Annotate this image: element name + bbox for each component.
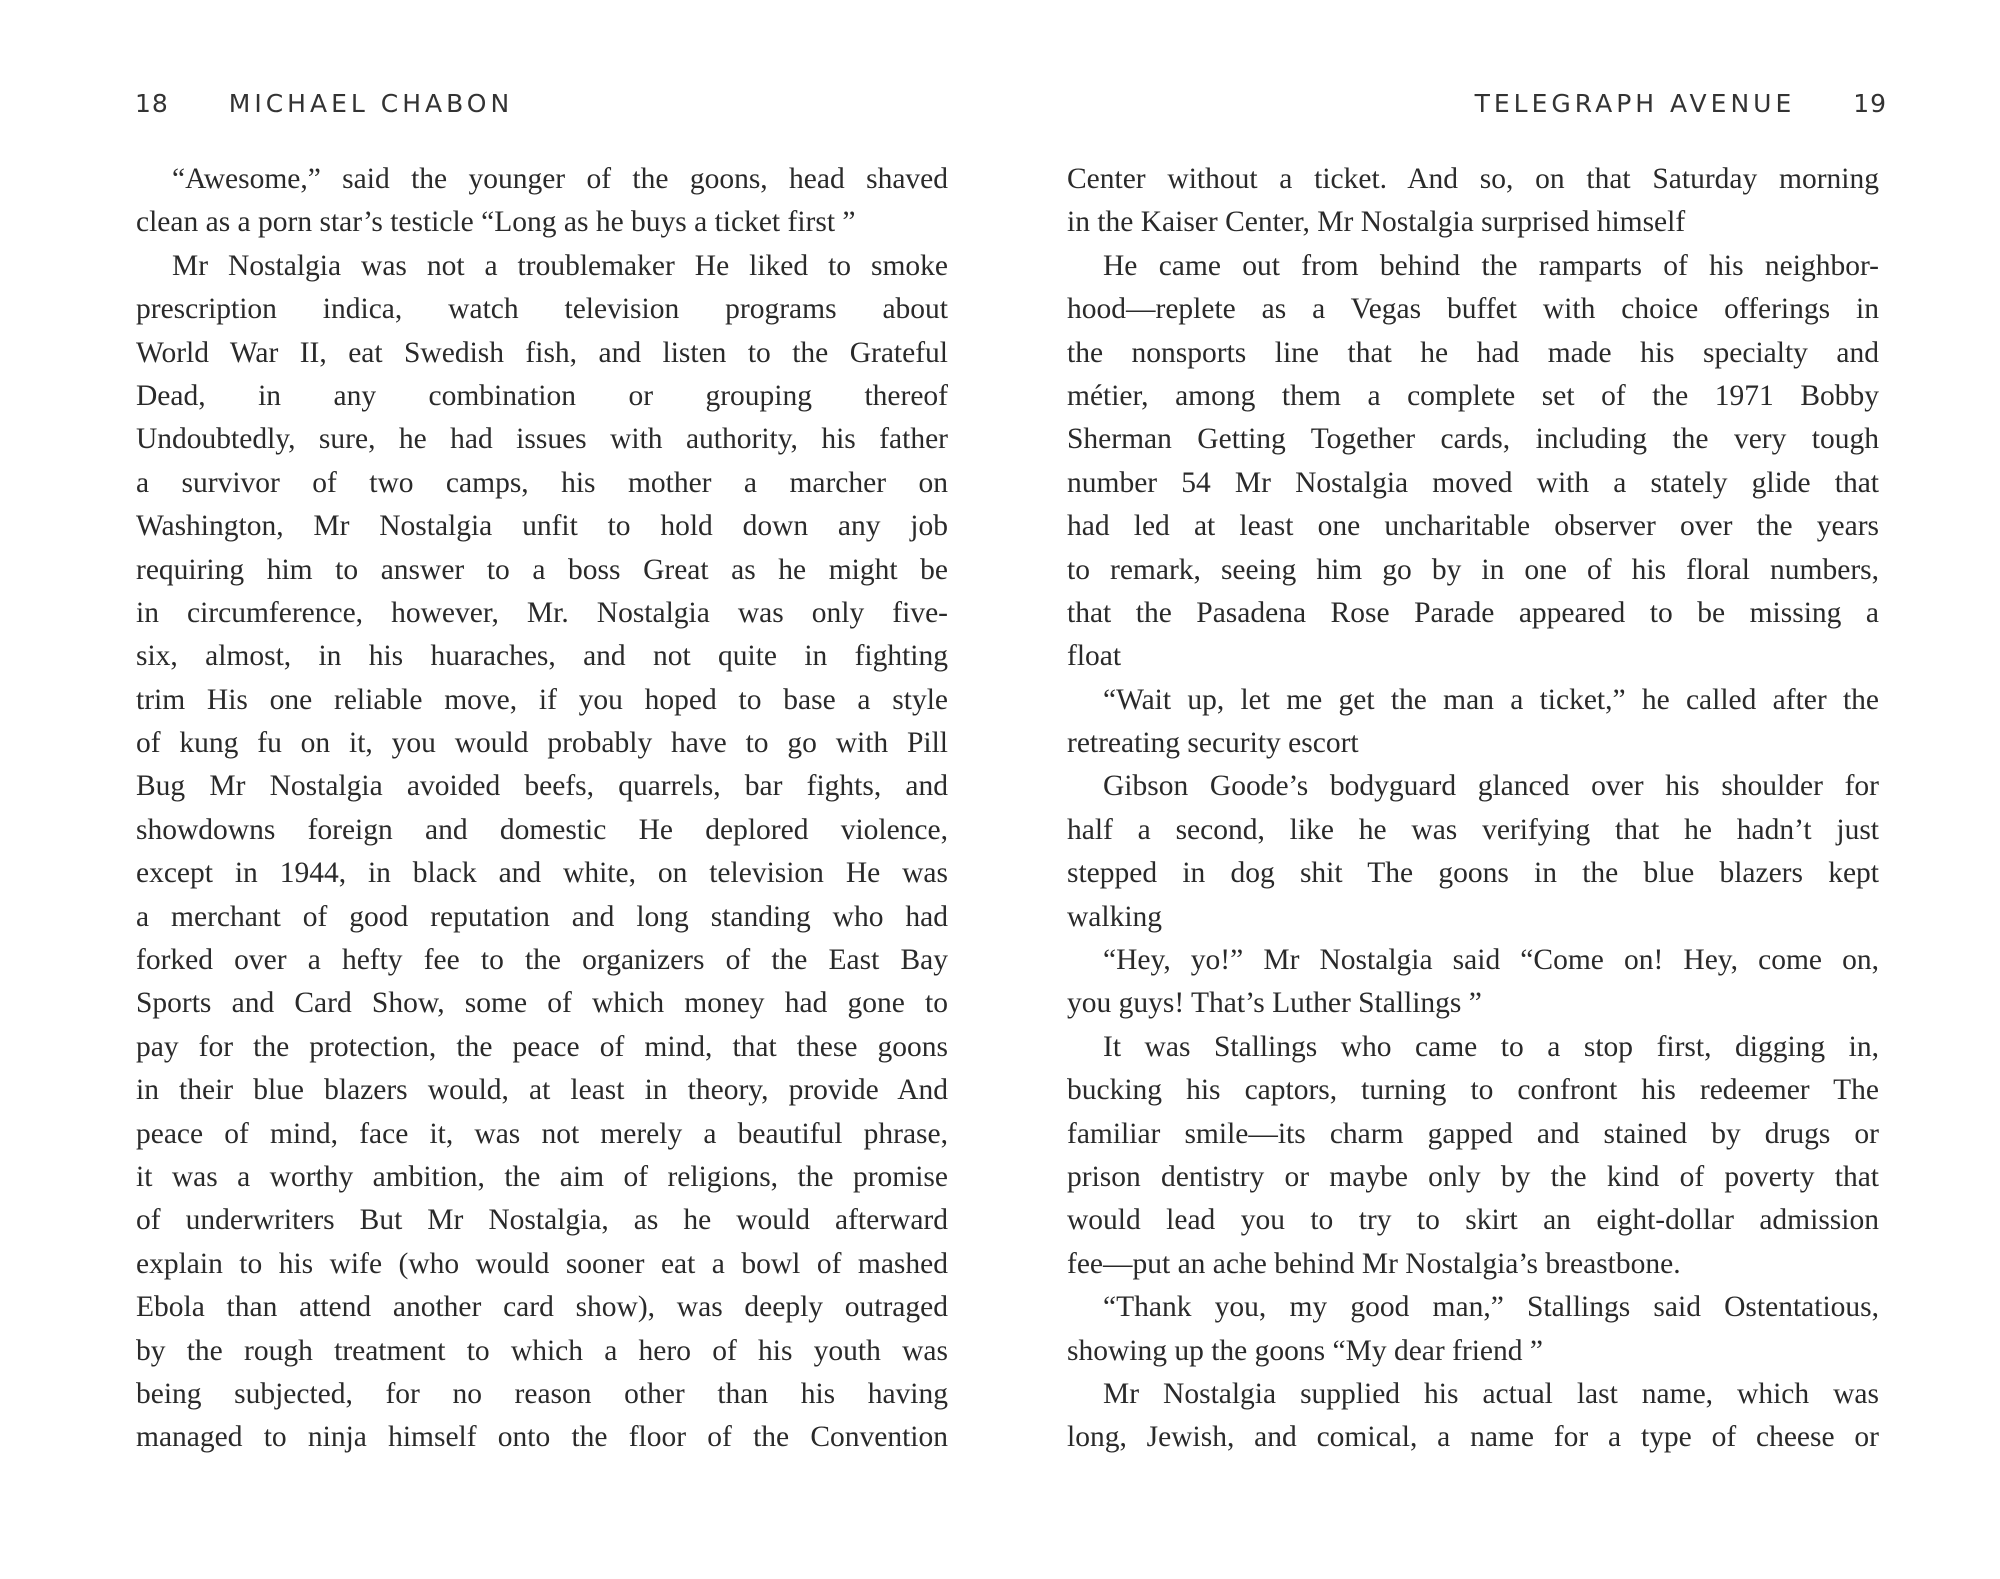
text-line: half a second, like he was verifying that he hadn’t just [1067, 813, 1879, 846]
text-line: managed to ninja himself onto the floor of the Convention [136, 1421, 948, 1454]
text-line: requiring him to answer to a boss Great as he might be [136, 553, 948, 586]
text-line: in circumference, however, Mr. Nostalgia was only five- [136, 596, 948, 629]
text-line: trim His one reliable move, if you hoped to base a style [136, 683, 948, 716]
text-line: “Hey, yo!” Mr Nostalgia said “Come on! Hey, come on, [1103, 944, 1879, 977]
text-line: It was Stallings who came to a stop first, digging in, [1103, 1030, 1879, 1063]
text-line: fee—put an ache behind Mr Nostalgia’s breastbone. [1067, 1247, 1681, 1280]
text-line: prescription indica, watch television programs about [136, 293, 948, 326]
text-line: stepped in dog shit The goons in the blue blazers kept [1067, 857, 1879, 890]
text-line: He came out from behind the ramparts of his neighbor- [1103, 249, 1879, 282]
text-line: métier, among them a complete set of the 1971 Bobby [1067, 379, 1879, 412]
left-page-body [136, 158, 948, 1460]
text-line: would lead you to try to skirt an eight-dollar admission [1067, 1204, 1879, 1237]
text-line: retreating security escort [1067, 727, 1359, 760]
text-line: Sherman Getting Together cards, including the very tough [1067, 423, 1879, 456]
text-line: explain to his wife (who would sooner eat a bowl of mashed [136, 1247, 948, 1280]
text-line: number 54 Mr Nostalgia moved with a stately glide that [1067, 466, 1879, 499]
text-line: peace of mind, face it, was not merely a beautiful phrase, [136, 1117, 948, 1150]
text-line: Gibson Goode’s bodyguard glanced over his shoulder for [1103, 770, 1879, 803]
text-line: Dead, in any combination or grouping thereof [136, 379, 948, 412]
text-line: Center without a ticket. And so, on that Saturday morning [1067, 163, 1879, 195]
text-line: to remark, seeing him go by in one of his floral numbers, [1067, 553, 1879, 586]
text-line: Undoubtedly, sure, he had issues with authority, his father [136, 423, 948, 456]
text-line: except in 1944, in black and white, on television He was [136, 857, 948, 890]
text-line: World War II, eat Swedish fish, and listen to the Grateful [136, 336, 948, 369]
text-line: it was a worthy ambition, the aim of religions, the promise [136, 1160, 948, 1193]
text-line: of kung fu on it, you would probably have to go with Pill [136, 727, 948, 760]
text-line: of underwriters But Mr Nostalgia, as he would afterward [136, 1204, 948, 1237]
text-line: familiar smile—its charm gapped and stained by drugs or [1067, 1117, 1879, 1150]
text-line: bucking his captors, turning to confront his redeemer The [1067, 1074, 1879, 1107]
text-line: had led at least one uncharitable observer over the years [1067, 510, 1879, 543]
text-line: Ebola than attend another card show), was deeply outraged [136, 1291, 948, 1324]
left-page-header [135, 84, 955, 124]
text-line: “Awesome,” said the younger of the goons, head shaved [172, 163, 948, 195]
right-page-body [1067, 158, 1879, 1460]
text-line: “Wait up, let me get the man a ticket,” he called after the [1103, 683, 1879, 716]
text-line: being subjected, for no reason other than his having [136, 1377, 948, 1410]
text-line: you guys! That’s Luther Stallings ” [1067, 987, 1482, 1020]
text-line: walking [1067, 900, 1163, 933]
text-line: Sports and Card Show, some of which money had gone to [136, 987, 948, 1020]
text-line: prison dentistry or maybe only by the kind of poverty that [1067, 1160, 1879, 1193]
text-line: pay for the protection, the peace of mind, that these goons [136, 1030, 948, 1063]
text-line: that the Pasadena Rose Parade appeared to be missing a [1067, 596, 1879, 629]
left-running-head: MICHAEL CHABON [228, 89, 514, 118]
text-line: in their blue blazers would, at least in theory, provide And [136, 1074, 948, 1107]
text-line: a merchant of good reputation and long standing who had [136, 900, 948, 933]
text-line: clean as a porn star’s testicle “Long as he buys a ticket first ” [136, 206, 856, 239]
text-line: a survivor of two camps, his mother a marcher on [136, 466, 948, 499]
text-line: forked over a hefty fee to the organizers of the East Bay [136, 944, 948, 977]
text-line: Mr Nostalgia was not a troublemaker He liked to smoke [172, 249, 948, 282]
text-line: Bug Mr Nostalgia avoided beefs, quarrels, bar fights, and [136, 770, 948, 803]
text-line: float [1067, 640, 1122, 673]
text-line: six, almost, in his huaraches, and not quite in fighting [136, 640, 948, 673]
text-line: hood—replete as a Vegas buffet with choice offerings in [1067, 293, 1879, 326]
text-line: showing up the goons “My dear friend ” [1067, 1334, 1543, 1367]
text-line: in the Kaiser Center, Mr Nostalgia surprised himself [1067, 206, 1686, 239]
text-line: Washington, Mr Nostalgia unfit to hold down any job [136, 510, 948, 543]
text-line: by the rough treatment to which a hero of his youth was [136, 1334, 948, 1367]
text-line: the nonsports line that he had made his specialty and [1067, 336, 1879, 369]
text-line: Mr Nostalgia supplied his actual last name, which was [1103, 1377, 1879, 1410]
text-line: “Thank you, my good man,” Stallings said Ostentatious, [1103, 1291, 1879, 1324]
right-running-head: TELEGRAPH AVENUE [1474, 89, 1796, 118]
text-line: showdowns foreign and domestic He deplored violence, [136, 813, 948, 846]
right-page-header [1067, 84, 1887, 124]
text-line: long, Jewish, and comical, a name for a type of cheese or [1067, 1421, 1879, 1454]
left-page-number: 18 [135, 89, 169, 118]
right-page-number: 19 [1853, 89, 1887, 118]
